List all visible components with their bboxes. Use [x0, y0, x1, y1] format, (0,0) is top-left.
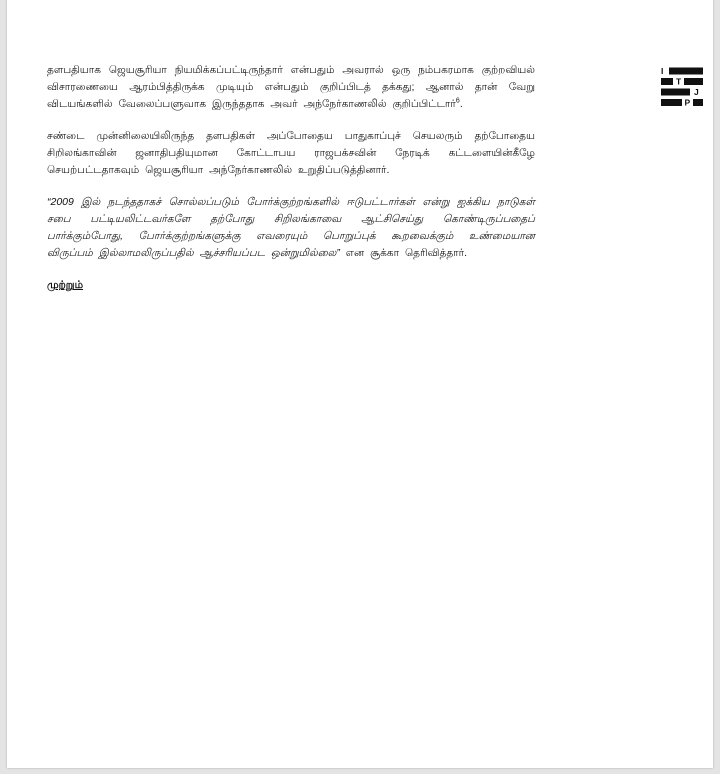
- logo-bar: [661, 99, 682, 106]
- logo-letter-t: T: [676, 76, 682, 87]
- logo-bar: [684, 78, 703, 85]
- logo-bar: [669, 68, 703, 75]
- logo-bar: [661, 78, 673, 85]
- paragraph: [47, 128, 535, 179]
- logo-bar: [661, 89, 690, 96]
- logo-bar: [693, 99, 703, 106]
- paragraph-end: .: [459, 98, 463, 110]
- document-body: [47, 62, 535, 294]
- quote-paragraph: [47, 194, 535, 262]
- logo-letter-i: I: [661, 66, 664, 76]
- quote-text: “2009 இல் நடந்ததாகச் சொல்லப்படும் போர்க்குற்றங்களில் ஈடுபட்டார்கள் என்று ஐக்கிய நாடுகள் சபை பட்டியலிட்டவர்களே தற்போது சிறிலங்காவை ஆட்சிசெய்து கொண்டிருப்பதைப் பார்க்கும்போது, போர்க்குற்றங்களுக்கு எவரையும் பொறுப்புக் கூறவைக்கும் உண்மையான விருப்பம் இல்லாமலிருப்பதில் ஆச்சரியப்பட ஒன்றுமில்லை”: [47, 196, 535, 259]
- quote-attribution: என சூக்கா தெரிவித்தார்.: [345, 247, 468, 259]
- logo-letter-j: J: [694, 87, 699, 97]
- footnote-ref: 6: [455, 97, 460, 105]
- paragraph-text: தளபதியாக ஜெயசூரியா நியமிக்கப்பட்டிருந்தார் என்பதும் அவரால் ஒரு நம்பகரமாக குற்றவியல் விசாரணையை ஆரம்பித்திருக்க முடியும் என்பதும் குறிப்பிடத் தக்கது; ஆனால் தான் வேறு விடயங்களில் வேலைப்பளுவாக இருந்ததாக அவர் அந்நேர்காணலில் குறிப்பிட்டார்: [47, 64, 535, 110]
- paragraph-text: சண்டை முன்னிலையிலிருந்த தளபதிகள் அப்போதைய பாதுகாப்புச் செயலரும் தற்போதைய சிறிலங்காவின் ஜனாதிபதியுமான கோட்டாபய ராஜபக்சவின் நேரடிக் கட்டளையின்கீழே செயற்பட்டதாகவும் ஜெயசூரியா அந்நேர்காணலில் உறுதிப்படுத்தினார்.: [47, 130, 535, 176]
- itjp-logo: [660, 66, 704, 110]
- document-page: [7, 0, 713, 768]
- paragraph: [47, 62, 535, 113]
- logo-letter-p: P: [684, 97, 691, 108]
- end-mark: முற்றும்: [47, 279, 84, 291]
